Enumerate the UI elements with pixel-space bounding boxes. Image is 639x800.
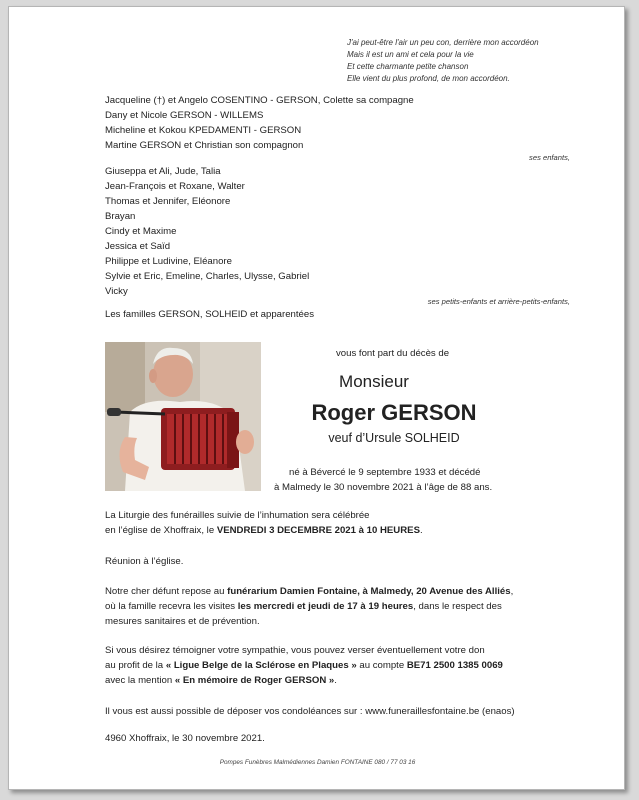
grandchild-entry: Philippe et Ludivine, Eléanore: [105, 256, 232, 267]
funerarium-text: où la famille recevra les visites: [105, 601, 238, 612]
honorific: Monsieur: [339, 372, 409, 391]
poem-line: Et cette charmante petite chanson: [347, 62, 469, 71]
grandchild-entry: Jessica et Saïd: [105, 241, 171, 252]
place-date: 4960 Xhoffraix, le 30 novembre 2021.: [105, 733, 265, 744]
visiting-hours: les mercredi et jeudi de 17 à 19 heures: [237, 601, 414, 612]
grandchild-entry: Vicky: [105, 286, 128, 297]
grandchild-entry: Brayan: [105, 211, 136, 222]
donation-line: Si vous désirez témoigner votre sympathie, vous pouvez verser éventuellement votre don: [105, 645, 485, 656]
reunion-line: Réunion à l’église.: [105, 556, 184, 567]
donation-text: avec la mention: [105, 675, 175, 686]
funerarium-address: funérarium Damien Fontaine, à Malmedy, 20 Avenue des Alliés: [227, 586, 511, 597]
funeral-datetime: VENDREDI 3 DECEMBRE 2021 à 10 HEURES: [216, 525, 420, 536]
grandchild-entry: Thomas et Jennifer, Eléonore: [105, 196, 231, 207]
poem-line: Mais il est un ami et cela pour la vie: [347, 50, 474, 59]
death-line: à Malmedy le 30 novembre 2021 à l’âge de 88 ans.: [274, 482, 493, 493]
deceased-photo: [105, 342, 261, 491]
liturgy-block: [105, 508, 423, 538]
funerarium-line: [105, 584, 513, 599]
funerarium-text: ,: [510, 586, 514, 597]
donation-line: [105, 658, 503, 673]
donation-text: au compte: [356, 660, 407, 671]
children-list: [105, 93, 414, 153]
funerarium-text: , dans le respect des: [413, 601, 502, 612]
grandchild-entry: Jean-François et Roxane, Walter: [105, 181, 245, 192]
child-entry: Micheline et Kokou KPEDAMENTI - GERSON: [105, 125, 302, 136]
liturgy-line: La Liturgie des funérailles suivie de l’inhumation sera célébrée: [105, 510, 370, 521]
grandchild-entry: Giuseppa et Ali, Jude, Talia: [105, 166, 221, 177]
deceased-name: Roger GERSON: [311, 400, 477, 425]
child-entry: Martine GERSON et Christian son compagnon: [105, 140, 304, 151]
bank-account: BE71 2500 1385 0069: [406, 660, 503, 671]
grandchildren-label: ses petits-enfants et arrière-petits-enfants,: [427, 297, 570, 306]
donation-mention: « En mémoire de Roger GERSON »: [174, 675, 335, 686]
poem-line: J'ai peut-être l'air un peu con, derrière mon accordéon: [347, 38, 539, 47]
funerarium-line: [105, 599, 513, 614]
child-entry: Jacqueline (†) et Angelo COSENTINO - GERSON, Colette sa compagne: [105, 95, 414, 106]
child-entry: Dany et Nicole GERSON - WILLEMS: [105, 110, 264, 121]
poem: [347, 37, 539, 85]
footer-credit: Pompes Funèbres Malmédiennes Damien FONTAINE 080 / 77 03 16: [219, 759, 416, 766]
funerarium-block: [105, 584, 513, 629]
grandchild-entry: Sylvie et Eric, Emeline, Charles, Ulysse, Gabriel: [105, 271, 310, 282]
grandchildren-list: [105, 164, 309, 299]
obituary-sheet: [8, 6, 625, 790]
liturgy-text: en l’église de Xhoffraix, le: [105, 525, 217, 536]
liturgy-line: [105, 523, 423, 538]
donation-text: .: [334, 675, 337, 686]
children-label: ses enfants,: [529, 153, 570, 162]
poem-line: Elle vient du plus profond, de mon accordéon.: [347, 74, 510, 83]
announcement-line: vous font part du décès de: [336, 348, 450, 359]
funerarium-line: mesures sanitaires et de prévention.: [105, 616, 260, 627]
widower-line: veuf d’Ursule SOLHEID: [328, 431, 460, 445]
families-line: Les familles GERSON, SOLHEID et apparentées: [105, 309, 315, 320]
grandchild-entry: Cindy et Maxime: [105, 226, 177, 237]
funerarium-text: Notre cher défunt repose au: [105, 586, 228, 597]
liturgy-text: .: [419, 525, 423, 536]
donation-text: au profit de la: [105, 660, 166, 671]
birth-line: né à Bévercé le 9 septembre 1933 et décédé: [289, 467, 481, 478]
donation-block: [105, 643, 503, 688]
condolences-line: Il vous est aussi possible de déposer vos condoléances sur : www.funerailles​fontaine.be (enaos): [105, 706, 515, 717]
charity-name: « Ligue Belge de la Sclérose en Plaques »: [165, 660, 357, 671]
accordion-player-illustration: [105, 342, 261, 491]
donation-line: [105, 673, 503, 688]
